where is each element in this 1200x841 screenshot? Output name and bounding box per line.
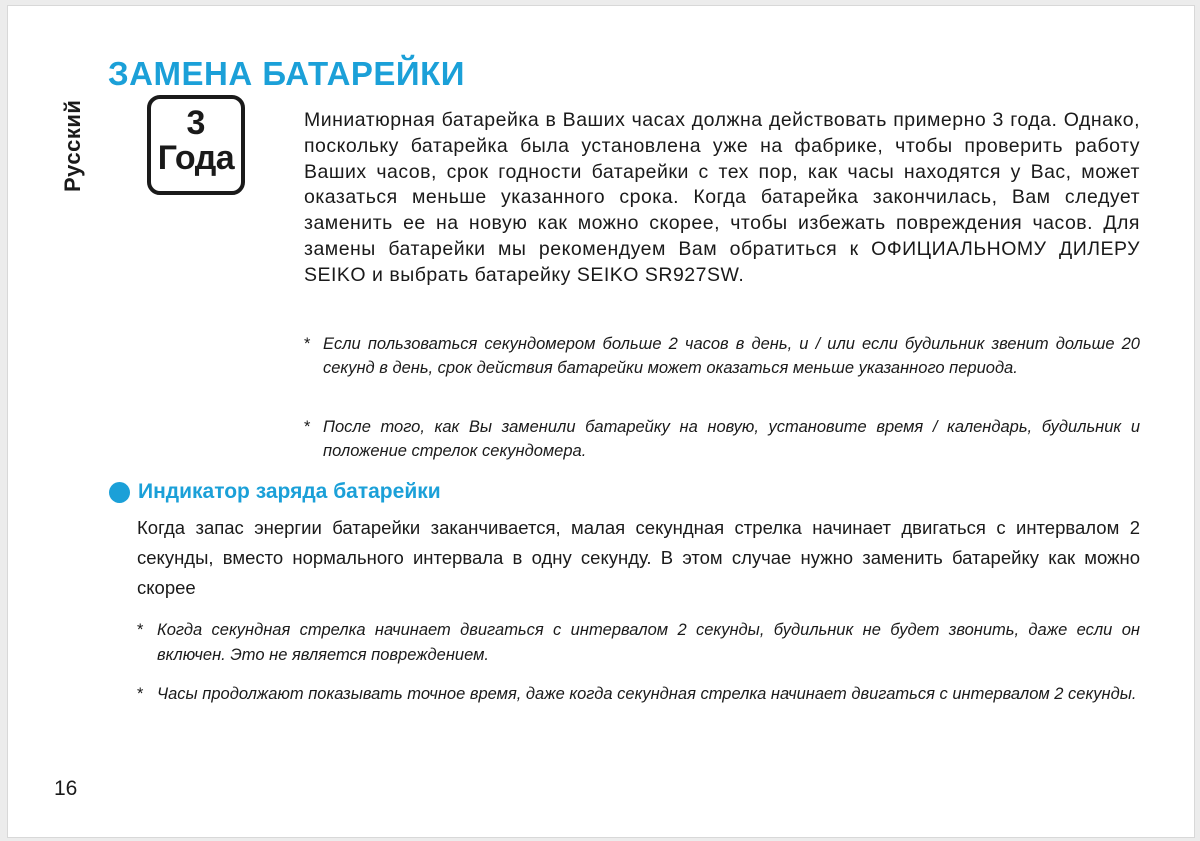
- badge-number: 3: [186, 104, 206, 142]
- footnote-marker: *: [137, 621, 144, 639]
- section-body: Когда запас энергии батарейки заканчивается, малая секундная стрелка начинает двигаться с интервалом 2 секунды, вместо нормального интервала в одну секунду. В этом случае нужно заменить батарейку как можно скорее: [137, 517, 1140, 598]
- language-side-label: Русский: [60, 99, 85, 192]
- footnote-marker: *: [137, 685, 144, 703]
- intro-paragraph: Миниатюрная батарейка в Ваших часах должна действовать примерно 3 года. Однако, поскольку батарейка была установлена уже на фабрике, чтобы проверить работу Ваших часов, срок годности батарейки с тех пор, как часы находятся у Вас, может оказаться меньше указанного срока. Когда батарейка закончилась, Вам следует заменить ее на новую как можно скорее, чтобы избежать повреждения часов. Для замены батарейки мы рекомендуем Вам обратиться к ОФИЦИАЛЬНОМУ ДИЛЕРУ SEIKO и выбрать батарейку SEIKO SR927SW.: [304, 109, 1140, 286]
- battery-life-badge: [147, 95, 245, 195]
- page-number: 16: [54, 777, 78, 800]
- footnote-text: Если пользоваться секундомером больше 2 часов в день, и / или если будильник звенит дольше 20 секунд в день, срок действия батарейки может оказаться меньше указанного периода.: [323, 335, 1140, 377]
- footnote-alarm: [137, 618, 1140, 668]
- section-bullet-icon: [109, 482, 130, 503]
- footnote-marker: *: [304, 418, 311, 436]
- footnote-text: Когда секундная стрелка начинает двигаться с интервалом 2 секунды, будильник не будет звонить, даже если он включен. Это не является повреждением.: [157, 621, 1140, 664]
- badge-unit: Года: [157, 139, 235, 177]
- section-title: Индикатор заряда батарейки: [138, 480, 441, 503]
- footnote-text: После того, как Вы заменили батарейку на новую, установите время / календарь, будильник и положение стрелок секундомера.: [323, 418, 1140, 460]
- footnote-text: Часы продолжают показывать точное время, даже когда секундная стрелка начинает двигаться с интервалом 2 секунды.: [157, 685, 1137, 703]
- manual-page: [7, 5, 1195, 838]
- section-heading: [109, 477, 441, 507]
- footnote-reset: [304, 415, 1140, 463]
- footnote-time: [137, 682, 1140, 707]
- footnote-marker: *: [304, 335, 311, 353]
- footnote-stopwatch: [304, 332, 1140, 380]
- page-title: ЗАМЕНА БАТАРЕЙКИ: [108, 55, 465, 92]
